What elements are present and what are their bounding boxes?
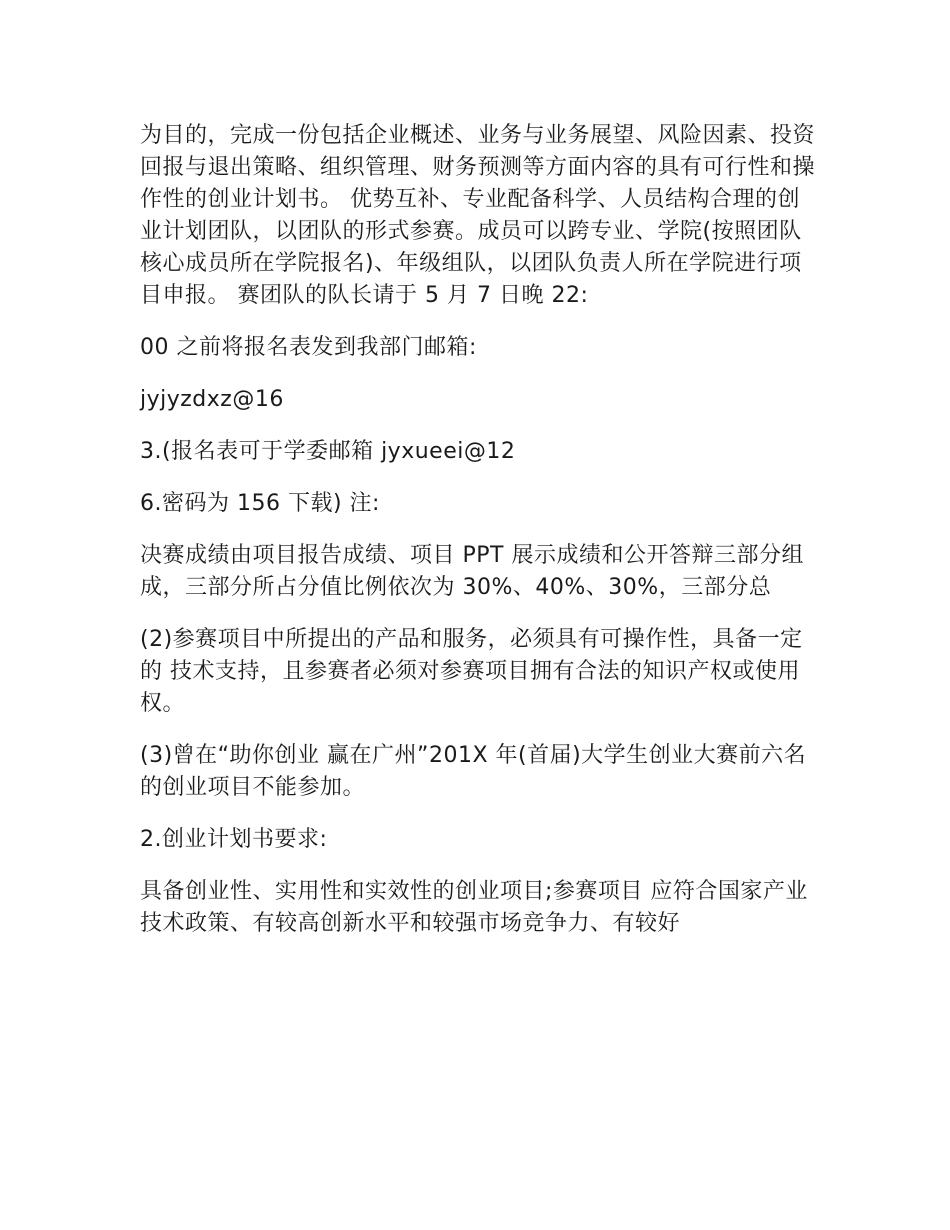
- document-body: [140, 120, 820, 960]
- paragraph-email-2: 3.(报名表可于学委邮箱 jyxueei@12: [140, 439, 516, 464]
- paragraph-deadline: 00 之前将报名表发到我部门邮箱:: [140, 335, 477, 360]
- paragraph-requirements: 具备创业性、实用性和实效性的创业项目;参赛项目 应符合国家产业技术政策、有较高创新水平和较强市场竞争力、有较好: [140, 879, 808, 936]
- paragraph-password: 6.密码为 156 下载) 注:: [140, 491, 380, 516]
- paragraph-email-1: jyjyzdxz@16: [140, 387, 284, 412]
- paragraph-intro: 为目的，完成一份包括企业概述、业务与业务展望、风险因素、投资回报与退出策略、组织管理、财务预测等方面内容的具有可行性和操作性的创业计划书。 优势互补、专业配备科学、人员结构合理的创业计划团队，以团队的形式参赛。成员可以跨专业、学院(按照团队核心成员所在学院报名)、年级组队，以团队负责人所在学院进行项目申报。 赛团队的队长请于 5 月 7 日晚 22:: [140, 123, 816, 308]
- paragraph-section-heading: 2.创业计划书要求:: [140, 827, 328, 852]
- paragraph-rule-3: (3)曾在“助你创业 赢在广州”201X 年(首届)大学生创业大赛前六名 的创业项目不能参加。: [140, 743, 807, 800]
- paragraph-scoring: 决赛成绩由项目报告成绩、项目 PPT 展示成绩和公开答辩三部分组成，三部分所占分值比例依次为 30%、40%、30%，三部分总: [140, 543, 804, 600]
- paragraph-rule-2: (2)参赛项目中所提出的产品和服务，必须具有可操作性，具备一定的 技术支持，且参赛者必须对参赛项目拥有合法的知识产权或使用权。: [140, 627, 803, 716]
